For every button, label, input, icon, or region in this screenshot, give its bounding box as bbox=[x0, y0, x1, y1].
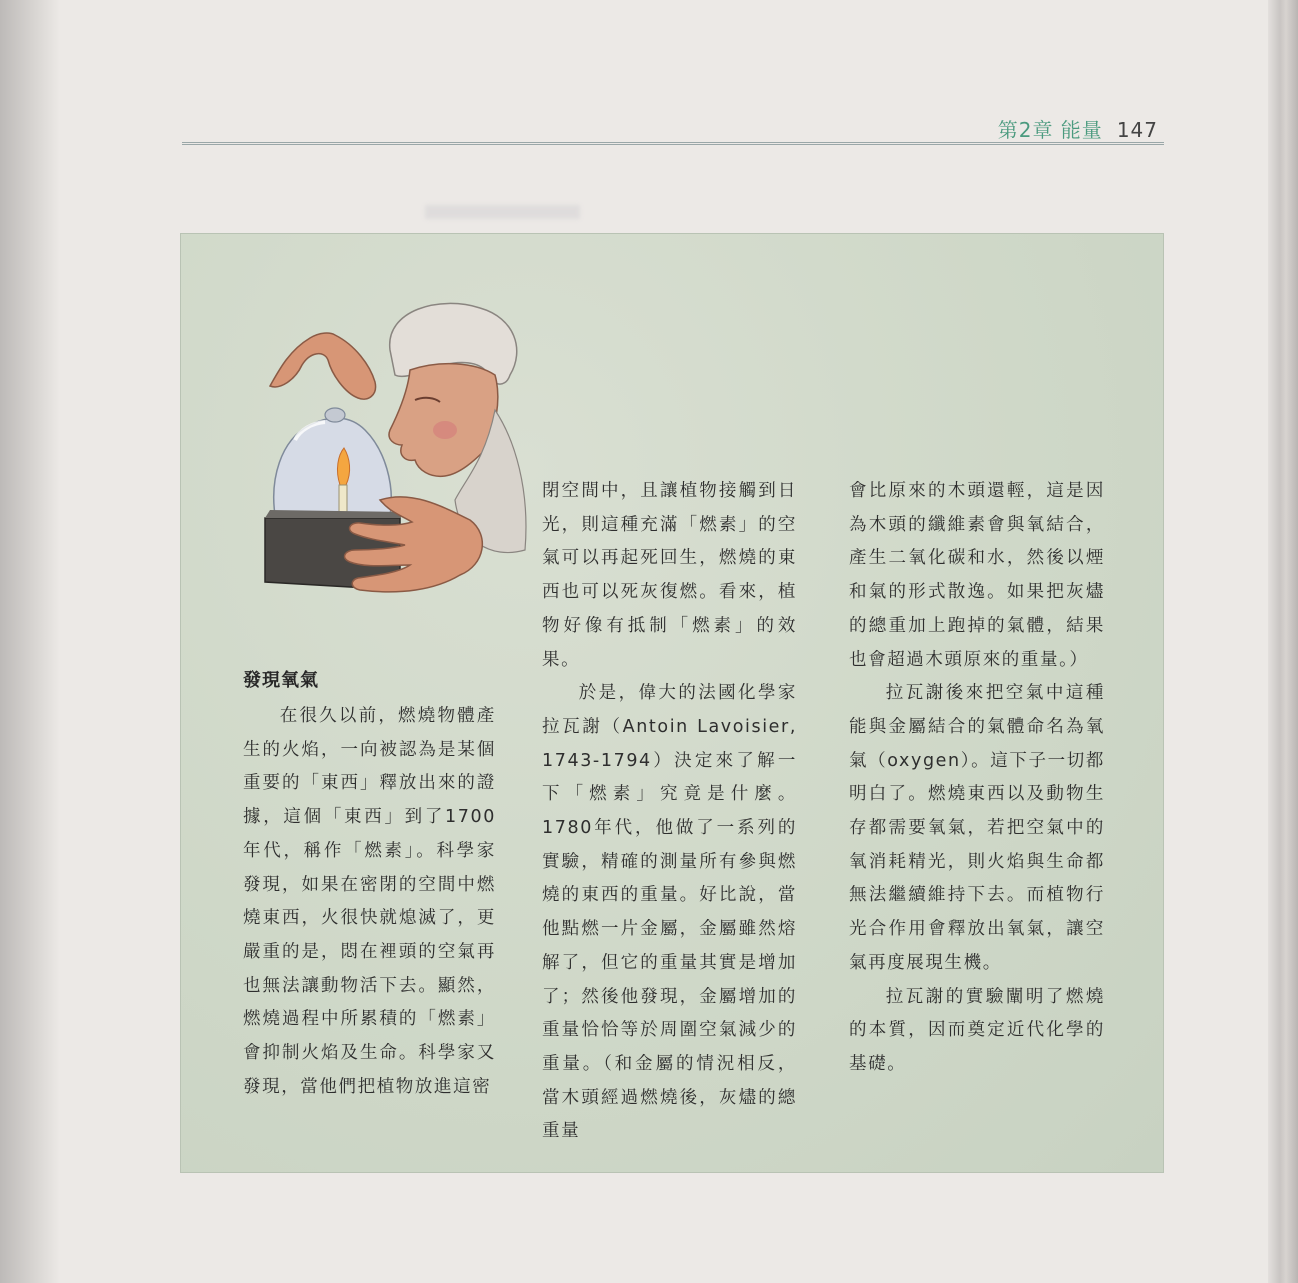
running-header bbox=[182, 112, 1164, 145]
paragraph: 拉瓦謝的實驗闡明了燃燒的本質，因而奠定近代化學的基礎。 bbox=[849, 986, 1105, 1074]
paragraph: 會比原來的木頭還輕，這是因為木頭的纖維素會與氧結合，產生二氧化碳和水，然後以煙和氣的形式散逸。如果把灰燼的總重加上跑掉的氣體，結果也會超過木頭原來的重量。） bbox=[849, 481, 1105, 670]
page-edge bbox=[1268, 0, 1298, 1283]
paragraph: 於是，偉大的法國化學家拉瓦謝（Antoin Lavoisier, 1743-1794）決定來了解一下「燃素」究竟是什麼。1780年代，他做了一系列的實驗，精確的測量所有參與燃燒的東西的重量。好比說，當他點燃一片金屬，金屬雖然熔解了，但它的重量其實是增加了；然後他發現，金屬增加的重量恰恰等於周圍空氣減少的重量。（和金屬的情況相反，當木頭經過燃燒後，灰燼的總重量 bbox=[542, 683, 797, 1142]
text-column-2 bbox=[542, 475, 797, 1149]
paragraph: 拉瓦謝後來把空氣中這種能與金屬結合的氣體命名為氧氣（oxygen）。這下子一切都明白了。燃燒東西以及動物生存都需要氧氣，若把空氣中的氧消耗精光，則火焰與生命都無法繼續維持下去。而植物行光合作用會釋放出氧氣，讓空氣再度展現生機。 bbox=[849, 683, 1105, 973]
paragraph: 閉空間中，且讓植物接觸到日光，則這種充滿「燃素」的空氣可以再起死回生，燃燒的東西也可以死灰復燃。看來，植物好像有抵制「燃素」的效果。 bbox=[542, 481, 797, 670]
page-number: 147 bbox=[1116, 118, 1158, 142]
header-text bbox=[998, 114, 1158, 143]
text-column-3 bbox=[849, 475, 1105, 1082]
text-column-1 bbox=[243, 700, 496, 1104]
paragraph: 在很久以前，燃燒物體產生的火焰，一向被認為是某個重要的「東西」釋放出來的證據，這個「東西」到了1700年代，稱作「燃素」。科學家發現，如果在密閉的空間中燃燒東西，火很快就熄滅了，更嚴重的是，悶在裡頭的空氣再也無法讓動物活下去。顯然，燃燒過程中所累積的「燃素」會抑制火焰及生命。科學家又發現，當他們把植物放進這密 bbox=[243, 706, 496, 1097]
lavoisier-bell-jar-illustration bbox=[240, 290, 540, 620]
chapter-title: 第2章 能量 bbox=[997, 118, 1103, 142]
show-through-mark bbox=[425, 205, 580, 219]
book-spine-shadow bbox=[0, 0, 60, 1283]
article-title: 發現氧氣 bbox=[243, 670, 319, 691]
